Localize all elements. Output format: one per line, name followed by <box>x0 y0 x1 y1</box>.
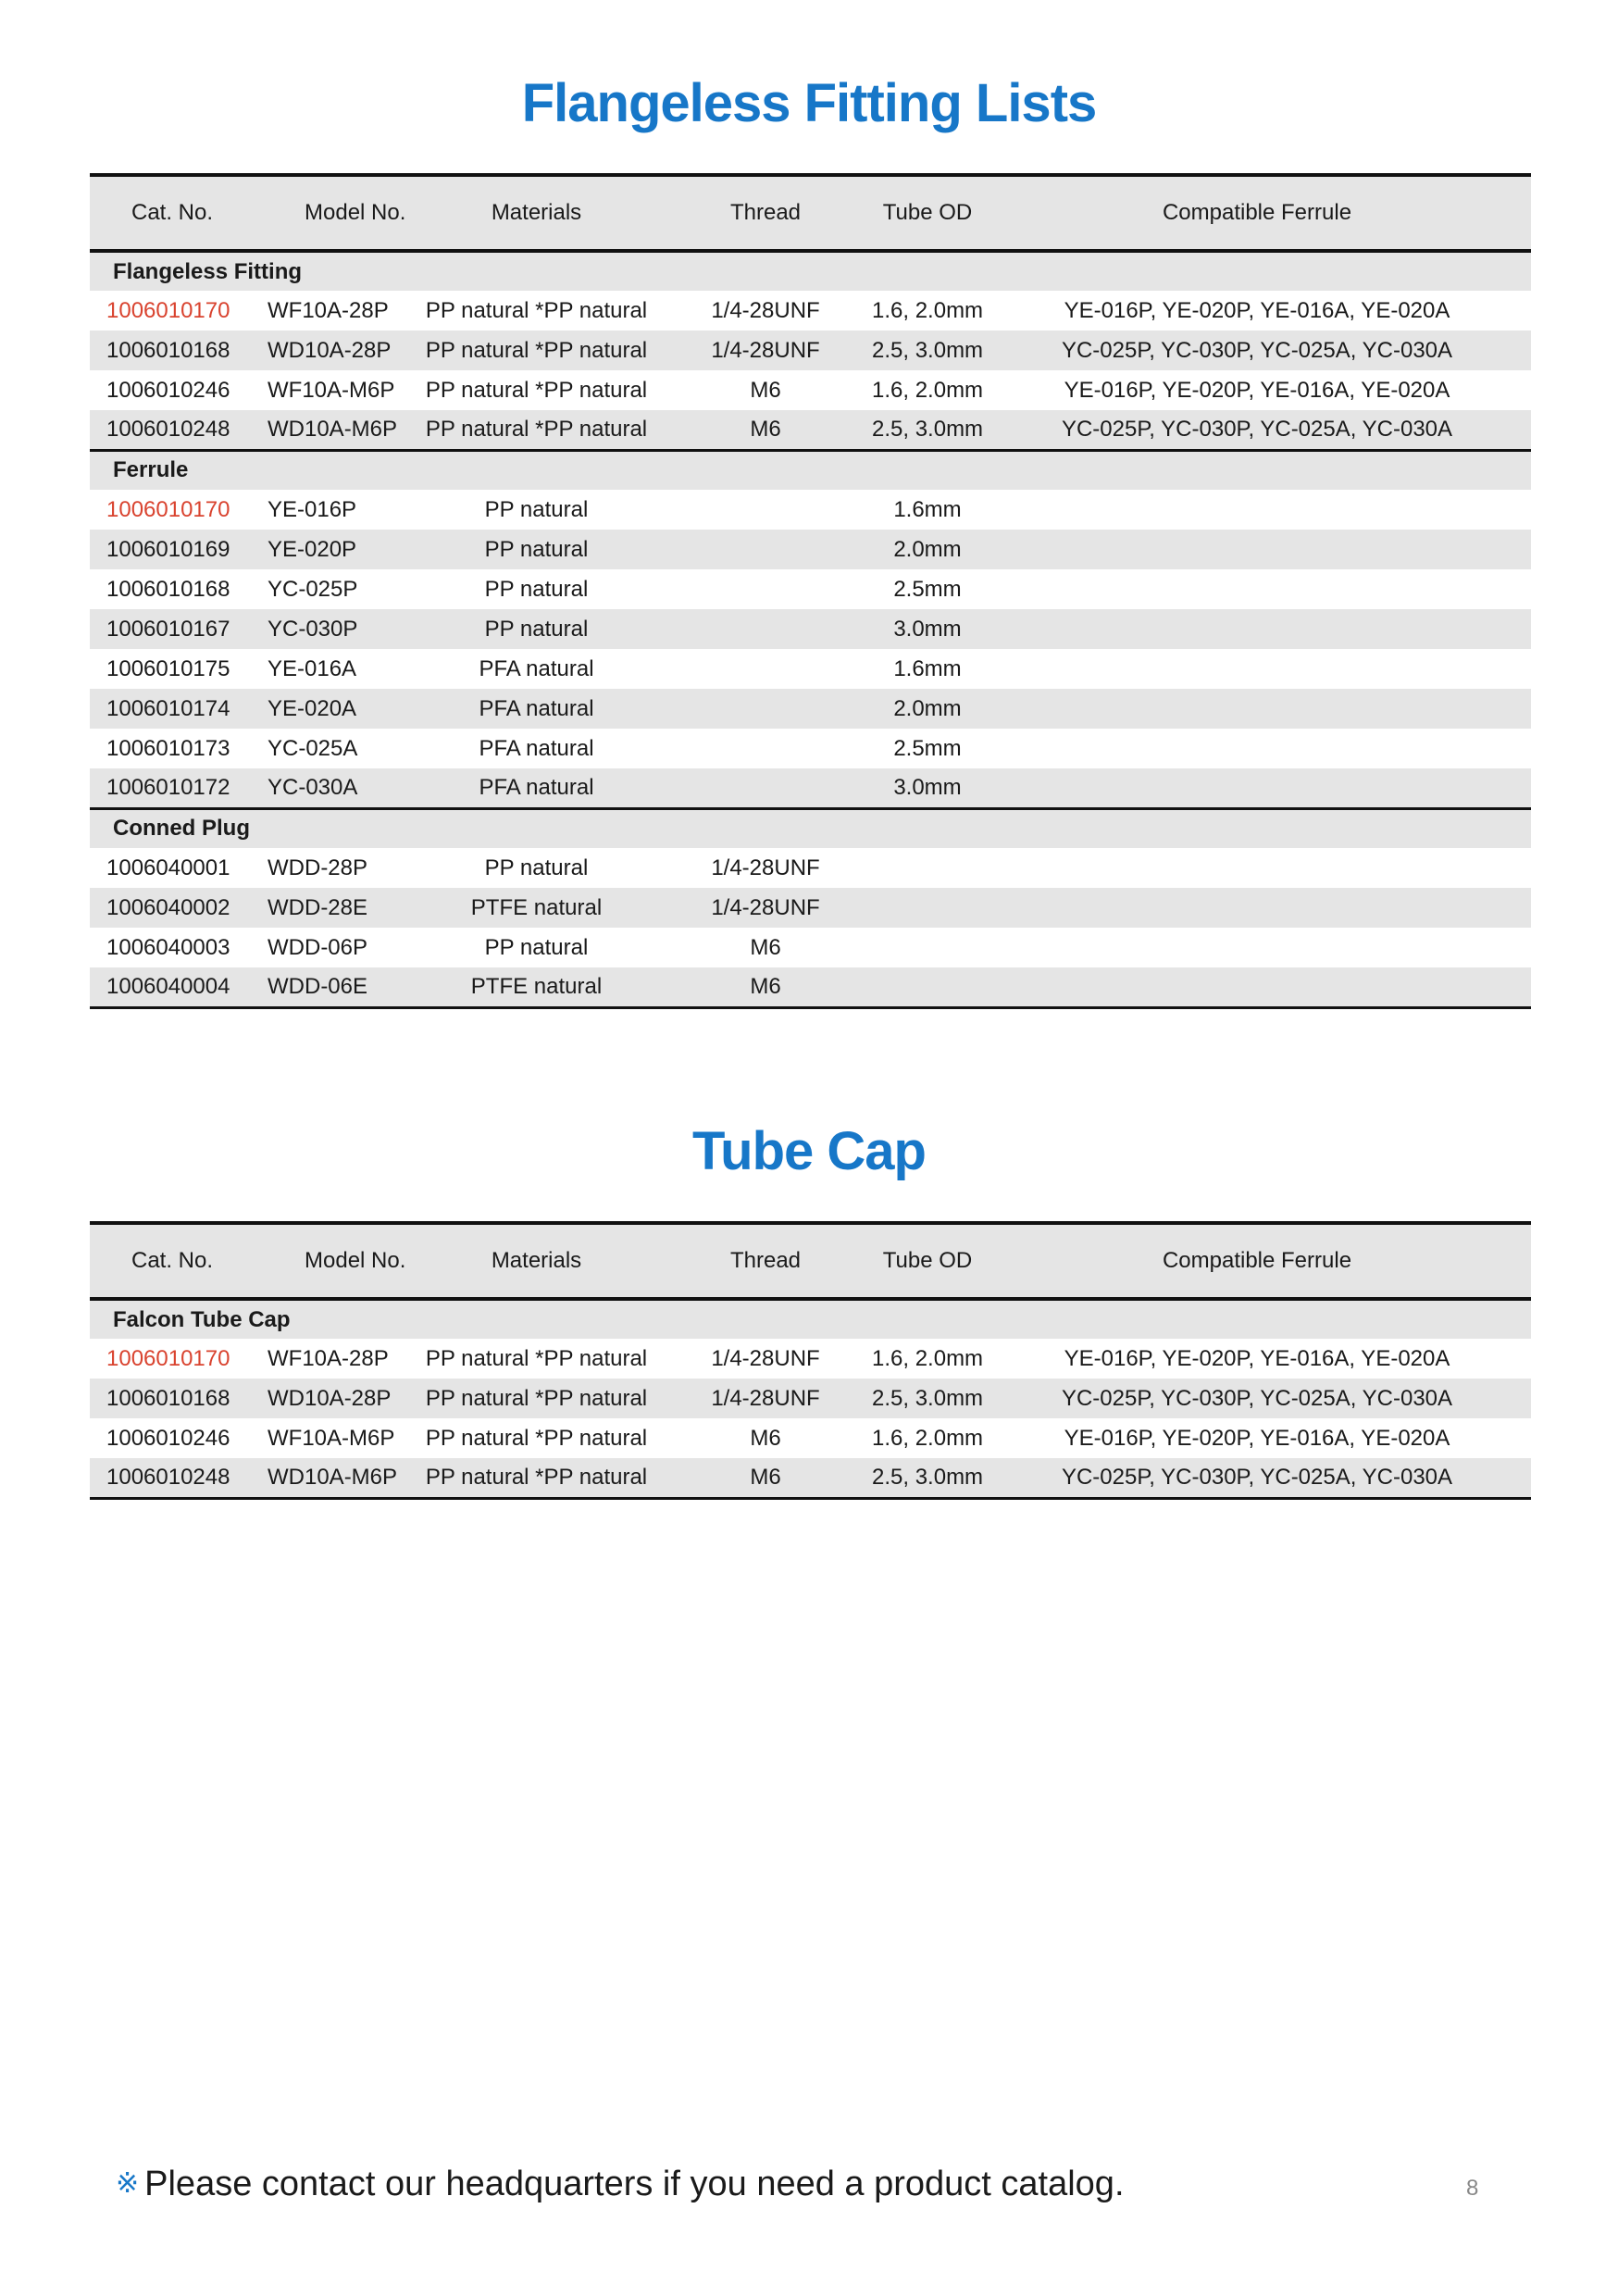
row-materials: PFA natural <box>479 655 594 681</box>
row-materials: PP natural <box>414 530 659 569</box>
row-materials: PTFE natural <box>414 967 659 1007</box>
group-header-row <box>90 251 1531 291</box>
group-label: Falcon Tube Cap <box>90 1299 1531 1339</box>
row-cat-no: 1006010170 <box>106 1345 230 1371</box>
row-tube-od: 2.5mm <box>893 735 962 761</box>
tube-cap-table <box>90 1221 1531 1500</box>
row-model-no: YC-025P <box>268 576 358 602</box>
row-materials: PP natural *PP natural <box>425 377 648 403</box>
row-tube-od: 3.0mm <box>872 609 983 649</box>
footer-note-text: Please contact our headquarters if you need a product catalog. <box>144 2165 1125 2203</box>
row-model-no: WF10A-M6P <box>268 1425 395 1451</box>
row-thread: 1/4-28UNF <box>659 1379 872 1418</box>
row-tube-od: 1.6, 2.0mm <box>872 1345 984 1371</box>
table-row <box>90 928 1531 967</box>
row-thread <box>659 649 872 689</box>
row-compatible-ferrule: YC-025P, YC-030P, YC-025A, YC-030A <box>983 331 1531 370</box>
row-tube-od: 2.5, 3.0mm <box>872 410 983 450</box>
row-materials: PP natural <box>484 934 589 960</box>
row-materials: PP natural *PP natural <box>414 1458 659 1498</box>
table-row <box>90 1418 1531 1458</box>
row-materials: PP natural *PP natural <box>425 1425 648 1451</box>
page-number: 8 <box>1466 2176 1479 2201</box>
row-model-no: WD10A-M6P <box>256 410 414 450</box>
header-compatible-ferrule: Compatible Ferrule <box>983 175 1531 251</box>
table-row <box>90 1379 1531 1418</box>
row-cat-no: 1006010174 <box>90 689 256 729</box>
row-tube-od <box>872 888 983 928</box>
row-tube-od: 1.6, 2.0mm <box>872 1425 984 1451</box>
row-cat-no: 1006010168 <box>90 1379 256 1418</box>
row-cat-no: 1006010167 <box>90 609 256 649</box>
row-model-no: WD10A-M6P <box>256 1458 414 1498</box>
row-materials: PP natural <box>484 496 589 522</box>
row-cat-no: 1006010170 <box>106 297 230 323</box>
table-row <box>90 1458 1531 1498</box>
row-model-no: YC-030P <box>256 609 414 649</box>
header-cat-no: Cat. No. <box>90 1223 256 1299</box>
row-cat-no: 1006010175 <box>106 655 230 681</box>
row-materials: PP natural <box>484 855 589 880</box>
row-cat-no: 1006010168 <box>106 576 230 602</box>
row-thread <box>659 729 872 768</box>
row-tube-od: 1.6, 2.0mm <box>872 297 984 323</box>
row-thread: M6 <box>750 1425 781 1451</box>
footer-note <box>116 2165 1125 2204</box>
row-compatible-ferrule: YE-016P, YE-020P, YE-016A, YE-020A <box>1064 1425 1450 1451</box>
row-cat-no: 1006040002 <box>90 888 256 928</box>
row-compatible-ferrule <box>983 649 1531 689</box>
row-cat-no: 1006010246 <box>106 377 230 403</box>
table-header-row <box>90 175 1531 251</box>
row-cat-no: 1006040001 <box>106 855 230 880</box>
row-model-no: WDD-28E <box>256 888 414 928</box>
row-tube-od <box>872 928 983 967</box>
table-row <box>90 768 1531 808</box>
row-model-no: YC-025A <box>268 735 358 761</box>
row-materials: PP natural *PP natural <box>414 1379 659 1418</box>
table-row <box>90 1339 1531 1379</box>
row-tube-od: 1.6mm <box>893 496 962 522</box>
row-compatible-ferrule <box>983 689 1531 729</box>
row-tube-od: 1.6mm <box>893 655 962 681</box>
flangeless-fitting-table <box>90 173 1531 1009</box>
table-row <box>90 370 1531 410</box>
row-tube-od: 2.5, 3.0mm <box>872 1379 983 1418</box>
row-tube-od <box>872 967 983 1007</box>
row-cat-no: 1006010173 <box>106 735 230 761</box>
row-materials: PP natural *PP natural <box>425 1345 648 1371</box>
table-body <box>90 251 1531 1007</box>
row-cat-no: 1006040004 <box>90 967 256 1007</box>
row-thread: M6 <box>750 377 781 403</box>
row-model-no: YE-016A <box>268 655 357 681</box>
page-title-tube-cap: Tube Cap <box>692 1121 926 1181</box>
row-compatible-ferrule: YC-025P, YC-030P, YC-025A, YC-030A <box>983 1379 1531 1418</box>
table-row <box>90 848 1531 888</box>
row-thread: 1/4-28UNF <box>711 1345 820 1371</box>
header-compatible-ferrule: Compatible Ferrule <box>983 1223 1531 1299</box>
row-materials: PP natural *PP natural <box>414 410 659 450</box>
table-row <box>90 689 1531 729</box>
row-thread: M6 <box>659 1458 872 1498</box>
row-model-no: WDD-28P <box>268 855 368 880</box>
table-row <box>90 530 1531 569</box>
row-compatible-ferrule <box>983 490 1531 530</box>
table-row <box>90 967 1531 1007</box>
row-thread: 1/4-28UNF <box>659 888 872 928</box>
row-thread: 1/4-28UNF <box>659 331 872 370</box>
row-compatible-ferrule <box>983 888 1531 928</box>
row-tube-od: 2.5, 3.0mm <box>872 1458 983 1498</box>
table-row <box>90 291 1531 331</box>
row-materials: PTFE natural <box>414 888 659 928</box>
row-materials: PP natural <box>414 609 659 649</box>
row-tube-od: 1.6, 2.0mm <box>872 377 984 403</box>
row-materials: PFA natural <box>414 689 659 729</box>
table-row <box>90 410 1531 450</box>
reference-mark-icon: ※ <box>116 2168 140 2199</box>
row-cat-no: 1006040003 <box>106 934 230 960</box>
row-tube-od: 2.0mm <box>872 530 983 569</box>
header-cat-no: Cat. No. <box>90 175 256 251</box>
row-model-no: WDD-06P <box>268 934 368 960</box>
group-label: Flangeless Fitting <box>90 251 1531 291</box>
table-row <box>90 490 1531 530</box>
row-model-no: WF10A-28P <box>268 297 389 323</box>
row-model-no: YC-030A <box>256 768 414 808</box>
row-materials: PP natural <box>484 576 589 602</box>
row-thread <box>659 569 872 609</box>
row-materials: PP natural *PP natural <box>414 331 659 370</box>
row-thread: M6 <box>659 410 872 450</box>
row-tube-od: 2.0mm <box>872 689 983 729</box>
group-header-row <box>90 1299 1531 1339</box>
group-label: Ferrule <box>90 450 1531 490</box>
header-model-no: Model No. <box>256 175 414 251</box>
row-compatible-ferrule: YE-016P, YE-020P, YE-016A, YE-020A <box>1064 297 1450 323</box>
row-model-no: WF10A-M6P <box>268 377 395 403</box>
group-label: Conned Plug <box>90 808 1531 848</box>
row-compatible-ferrule: YE-016P, YE-020P, YE-016A, YE-020A <box>1064 1345 1450 1371</box>
row-materials: PFA natural <box>479 735 594 761</box>
row-model-no: YE-020P <box>256 530 414 569</box>
row-thread <box>659 530 872 569</box>
row-model-no: WD10A-28P <box>256 1379 414 1418</box>
row-thread: 1/4-28UNF <box>711 297 820 323</box>
header-thread: Thread <box>659 175 872 251</box>
header-tube-od: Tube OD <box>872 1223 983 1299</box>
header-materials: Materials <box>414 1223 659 1299</box>
row-cat-no: 1006010248 <box>90 410 256 450</box>
row-cat-no: 1006010168 <box>90 331 256 370</box>
row-thread: 1/4-28UNF <box>711 855 820 880</box>
row-compatible-ferrule <box>983 928 1531 967</box>
row-tube-od: 3.0mm <box>872 768 983 808</box>
row-compatible-ferrule: YC-025P, YC-030P, YC-025A, YC-030A <box>983 1458 1531 1498</box>
row-tube-od: 2.5, 3.0mm <box>872 331 983 370</box>
table-header-row <box>90 1223 1531 1299</box>
row-model-no: WDD-06E <box>256 967 414 1007</box>
row-thread: M6 <box>659 967 872 1007</box>
row-compatible-ferrule <box>983 729 1531 768</box>
row-model-no: WF10A-28P <box>268 1345 389 1371</box>
row-compatible-ferrule <box>983 530 1531 569</box>
row-thread <box>659 768 872 808</box>
row-thread <box>659 609 872 649</box>
table-row <box>90 609 1531 649</box>
row-compatible-ferrule <box>983 848 1531 888</box>
header-thread: Thread <box>659 1223 872 1299</box>
row-cat-no: 1006010172 <box>90 768 256 808</box>
row-tube-od: 2.5mm <box>893 576 962 602</box>
row-model-no: WD10A-28P <box>256 331 414 370</box>
row-model-no: YE-020A <box>256 689 414 729</box>
table-row <box>90 331 1531 370</box>
row-cat-no: 1006010170 <box>106 496 230 522</box>
row-compatible-ferrule <box>983 569 1531 609</box>
header-model-no: Model No. <box>256 1223 414 1299</box>
group-header-row <box>90 808 1531 848</box>
row-thread: M6 <box>750 934 781 960</box>
header-materials: Materials <box>414 175 659 251</box>
row-compatible-ferrule <box>983 967 1531 1007</box>
row-thread <box>659 689 872 729</box>
row-cat-no: 1006010248 <box>90 1458 256 1498</box>
row-cat-no: 1006010169 <box>90 530 256 569</box>
row-model-no: YE-016P <box>268 496 357 522</box>
row-compatible-ferrule <box>983 768 1531 808</box>
row-cat-no: 1006010246 <box>106 1425 230 1451</box>
table-row <box>90 569 1531 609</box>
row-compatible-ferrule: YE-016P, YE-020P, YE-016A, YE-020A <box>1064 377 1450 403</box>
row-tube-od <box>872 848 983 888</box>
row-compatible-ferrule: YC-025P, YC-030P, YC-025A, YC-030A <box>983 410 1531 450</box>
row-compatible-ferrule <box>983 609 1531 649</box>
page-title-flangeless: Flangeless Fitting Lists <box>521 73 1097 133</box>
group-header-row <box>90 450 1531 490</box>
header-tube-od: Tube OD <box>872 175 983 251</box>
table-body <box>90 1299 1531 1498</box>
table-row <box>90 729 1531 768</box>
row-thread <box>659 490 872 530</box>
row-materials: PFA natural <box>414 768 659 808</box>
table-row <box>90 649 1531 689</box>
table-row <box>90 888 1531 928</box>
row-materials: PP natural *PP natural <box>425 297 648 323</box>
